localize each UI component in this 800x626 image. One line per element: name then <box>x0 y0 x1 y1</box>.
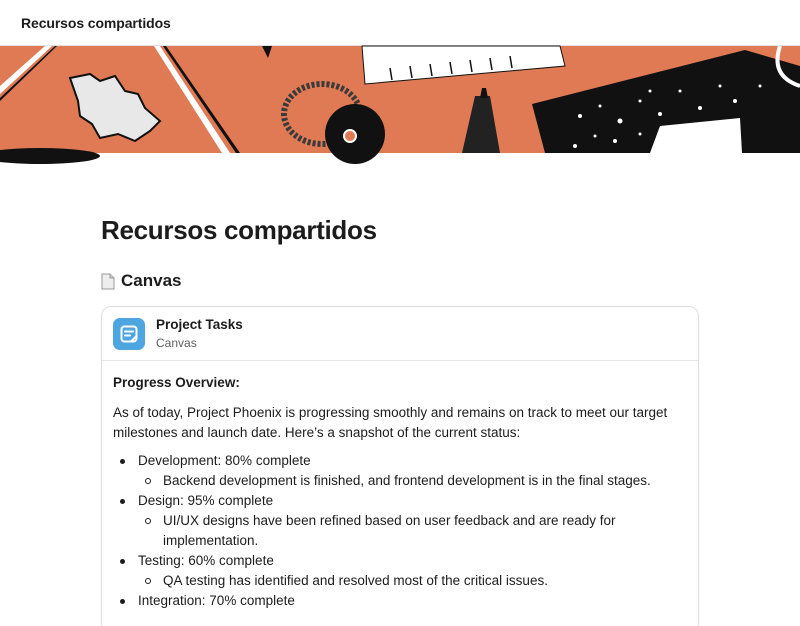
document-icon <box>101 273 115 290</box>
card-subtitle: Canvas <box>156 336 197 350</box>
intro-paragraph: As of today, Project Phoenix is progressing smoothly and remains on track to meet our target milestones and launch date. Here’s a snapshot of the current status: <box>113 405 668 440</box>
list-item-label: Development: 80% complete <box>138 453 311 468</box>
sub-list-item: Backend development is finished, and frontend development is in the final stages. <box>138 471 687 491</box>
list-item-label: Testing: 60% complete <box>138 553 274 568</box>
list-item-label: Integration: 70% complete <box>138 593 295 608</box>
top-bar <box>0 0 800 46</box>
overview-heading: Progress Overview: <box>113 375 240 390</box>
banner-illustration <box>0 46 800 153</box>
channel-title: Recursos compartidos <box>21 14 171 31</box>
section-label: Canvas <box>121 271 182 290</box>
list-item <box>113 451 687 491</box>
sub-list-item: QA testing has identified and resolved most of the critical issues. <box>138 571 687 591</box>
main-content <box>101 153 699 626</box>
progress-list <box>113 451 687 611</box>
canvas-icon <box>113 318 145 350</box>
card-header[interactable] <box>102 307 698 361</box>
list-item <box>113 491 687 551</box>
page-title: Recursos compartidos <box>101 215 377 245</box>
sub-list-item: UI/UX designs have been refined based on user feedback and are ready for implementation. <box>138 511 687 551</box>
section-heading <box>101 268 699 294</box>
card-body <box>102 361 698 611</box>
header-banner <box>0 46 800 153</box>
card-title[interactable]: Project Tasks <box>156 317 243 332</box>
canvas-card[interactable] <box>101 306 699 626</box>
list-item-label: Design: 95% complete <box>138 493 274 508</box>
list-item <box>113 591 687 611</box>
list-item <box>113 551 687 591</box>
